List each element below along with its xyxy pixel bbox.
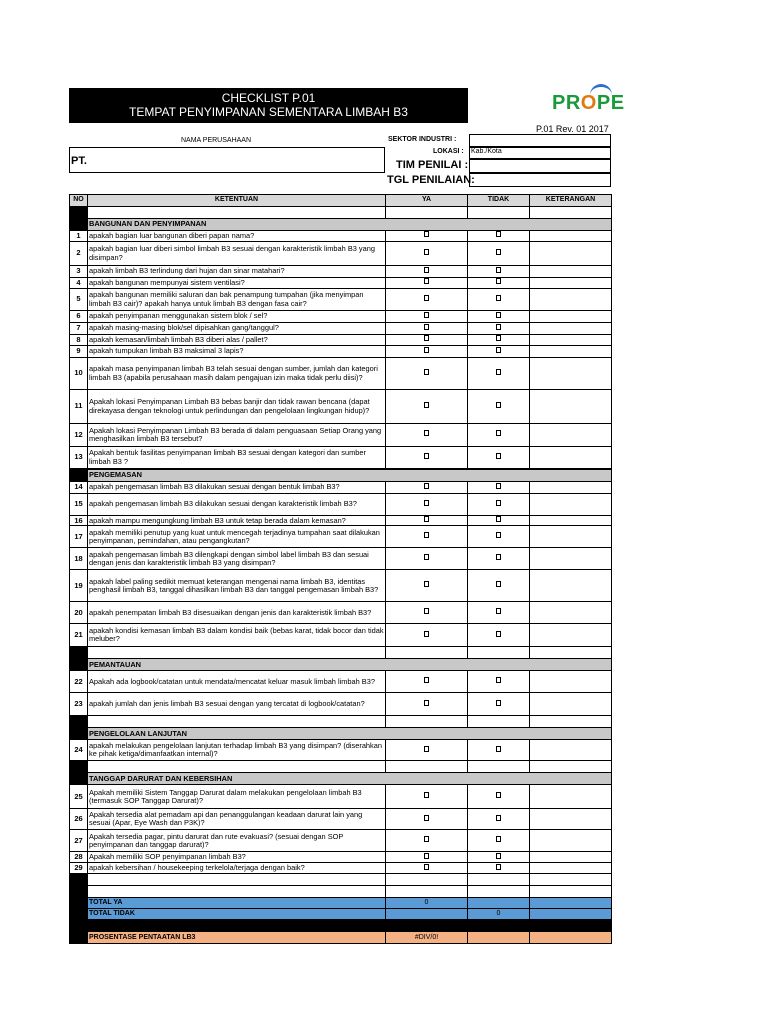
item-question: apakah bangunan memiliki saluran dan bak penampung tumpahan (jika menyimpan limbah B3 cair)? apakah hanya untuk limbah B3 dengan fasa cair? <box>88 289 386 311</box>
no-checkbox[interactable] <box>468 526 530 548</box>
item-number: 10 <box>70 358 88 390</box>
yes-checkbox[interactable] <box>386 602 468 624</box>
checklist-item-row <box>70 785 612 809</box>
no-checkbox[interactable] <box>468 358 530 390</box>
yes-checkbox[interactable] <box>386 278 468 289</box>
item-question: apakah kebersihan / housekeeping terkelola/terjaga dengan baik? <box>88 863 386 874</box>
no-checkbox[interactable] <box>468 852 530 863</box>
item-number: 21 <box>70 624 88 647</box>
item-number: 23 <box>70 693 88 716</box>
section-row <box>70 659 612 671</box>
item-number: 5 <box>70 289 88 311</box>
item-question: Apakah bentuk fasilitas penyimpanan limbah B3 sesuai dengan kategori dan sumber limbah B3 ? <box>88 447 386 469</box>
total-yes-value: 0 <box>386 898 468 909</box>
checkbox-icon <box>496 295 501 301</box>
checkbox-icon <box>424 836 429 842</box>
checkbox-icon <box>424 231 429 237</box>
notes-cell[interactable] <box>530 266 612 278</box>
checklist-item-row <box>70 289 612 311</box>
checkbox-icon <box>424 631 429 637</box>
checkbox-icon <box>496 532 501 538</box>
item-number: 17 <box>70 526 88 548</box>
yes-checkbox[interactable] <box>386 671 468 693</box>
item-number: 18 <box>70 548 88 570</box>
checkbox-icon <box>424 677 429 683</box>
percentage-label: PROSENTASE PENTAATAN LB3 <box>88 932 386 944</box>
item-number: 25 <box>70 785 88 809</box>
checklist-item-row <box>70 602 612 624</box>
assessment-team-label: TIM PENILAI : <box>396 159 469 171</box>
yes-checkbox[interactable] <box>386 494 468 516</box>
no-checkbox[interactable] <box>468 693 530 716</box>
yes-checkbox[interactable] <box>386 482 468 494</box>
no-checkbox[interactable] <box>468 570 530 602</box>
total-no-row <box>70 909 612 920</box>
checklist-item-row <box>70 278 612 289</box>
checkbox-icon <box>496 312 501 318</box>
checkbox-icon <box>424 312 429 318</box>
checkbox-icon <box>424 453 429 459</box>
title-line-1: CHECKLIST P.01 <box>221 91 316 105</box>
item-question: Apakah memiliki SOP penyimpanan limbah B3? <box>88 852 386 863</box>
checklist-item-row <box>70 242 612 266</box>
checklist-item-row <box>70 358 612 390</box>
no-checkbox[interactable] <box>468 830 530 852</box>
spacer-row <box>70 207 612 219</box>
checkbox-icon <box>424 402 429 408</box>
checklist-item-row <box>70 231 612 242</box>
checkbox-icon <box>496 430 501 436</box>
no-checkbox[interactable] <box>468 323 530 335</box>
assessment-team-field[interactable] <box>469 159 611 173</box>
notes-cell[interactable] <box>530 358 612 390</box>
item-question: apakah kondisi kemasan limbah B3 dalam kondisi baik (bebas karat, tidak bocor dan tidak meluber? <box>88 624 386 647</box>
notes-cell[interactable] <box>530 390 612 424</box>
checkbox-icon <box>424 369 429 375</box>
item-question: apakah bagian luar bangunan diberi papan nama? <box>88 231 386 242</box>
item-question: apakah penyimpanan menggunakan sistem blok / sel? <box>88 311 386 323</box>
checkbox-icon <box>424 792 429 798</box>
checklist-item-row <box>70 390 612 424</box>
no-checkbox[interactable] <box>468 785 530 809</box>
no-checkbox[interactable] <box>468 231 530 242</box>
item-question: Apakah memiliki Sistem Tanggap Darurat dalam melakukan pengelolaan limbah B3 (termasuk SOP Tanggap Darurat)? <box>88 785 386 809</box>
checkbox-icon <box>424 324 429 330</box>
assessment-date-field[interactable] <box>469 173 611 187</box>
checkbox-icon <box>496 402 501 408</box>
checklist-item-row <box>70 671 612 693</box>
checkbox-icon <box>424 853 429 859</box>
notes-cell[interactable] <box>530 526 612 548</box>
company-name-field[interactable]: PT. <box>69 147 385 173</box>
checklist-item-row <box>70 830 612 852</box>
section-title: PEMANTAUAN <box>88 659 612 671</box>
checkbox-icon <box>496 231 501 237</box>
notes-cell[interactable] <box>530 830 612 852</box>
section-row <box>70 470 612 482</box>
percentage-row <box>70 932 612 944</box>
checkbox-icon <box>424 746 429 752</box>
checkbox-icon <box>496 554 501 560</box>
checklist-table <box>69 194 612 944</box>
notes-cell[interactable] <box>530 482 612 494</box>
checkbox-icon <box>496 516 501 522</box>
item-number: 28 <box>70 852 88 863</box>
total-yes-label: TOTAL YA <box>88 898 386 909</box>
header-notes: KETERANGAN <box>530 195 612 207</box>
item-number: 26 <box>70 809 88 830</box>
item-question: Apakah ada logbook/catatan untuk mendata/mencatat keluar masuk limbah limbah B3? <box>88 671 386 693</box>
yes-checkbox[interactable] <box>386 548 468 570</box>
checkbox-icon <box>424 815 429 821</box>
no-checkbox[interactable] <box>468 311 530 323</box>
checklist-item-row <box>70 526 612 548</box>
notes-cell[interactable] <box>530 863 612 874</box>
checkbox-icon <box>496 864 501 870</box>
total-no-value: 0 <box>468 909 530 920</box>
percentage-value: #DIV/0! <box>386 932 468 944</box>
no-checkbox[interactable] <box>468 424 530 447</box>
spacer-row <box>70 647 612 659</box>
notes-cell[interactable] <box>530 740 612 761</box>
checklist-item-row <box>70 311 612 323</box>
item-question: apakah pengemasan limbah B3 dilengkapi dengan simbol label limbah B3 dan sesuai dengan jenis dan karakteristik limbah B3 yang disimpan? <box>88 548 386 570</box>
yes-checkbox[interactable] <box>386 693 468 716</box>
item-number: 13 <box>70 447 88 469</box>
yes-checkbox[interactable] <box>386 335 468 346</box>
yes-checkbox[interactable] <box>386 289 468 311</box>
checkbox-icon <box>496 581 501 587</box>
checkbox-icon <box>496 324 501 330</box>
checkbox-icon <box>496 700 501 706</box>
item-number: 4 <box>70 278 88 289</box>
checkbox-icon <box>424 347 429 353</box>
yes-checkbox[interactable] <box>386 424 468 447</box>
checklist-item-row <box>70 693 612 716</box>
checkbox-icon <box>496 453 501 459</box>
yes-checkbox[interactable] <box>386 242 468 266</box>
spacer-row <box>70 874 612 886</box>
spacer-row <box>70 716 612 728</box>
checklist-item-row <box>70 447 612 469</box>
no-checkbox[interactable] <box>468 266 530 278</box>
company-name-label: NAMA PERUSAHAAN <box>181 137 252 144</box>
checkbox-icon <box>424 249 429 255</box>
no-checkbox[interactable] <box>468 346 530 358</box>
checkbox-icon <box>496 278 501 284</box>
item-question: apakah kemasan/limbah limbah B3 diberi alas / pallet? <box>88 335 386 346</box>
yes-checkbox[interactable] <box>386 311 468 323</box>
item-question: apakah penempatan limbah B3 disesuaikan dengan jenis dan karakteristik limbah B3? <box>88 602 386 624</box>
section-title: TANGGAP DARURAT DAN KEBERSIHAN <box>88 773 612 785</box>
no-checkbox[interactable] <box>468 671 530 693</box>
item-number: 2 <box>70 242 88 266</box>
total-no-label: TOTAL TIDAK <box>88 909 386 920</box>
proper-logo: PROPE <box>552 92 625 114</box>
notes-cell[interactable] <box>530 809 612 830</box>
item-number: 20 <box>70 602 88 624</box>
no-checkbox[interactable] <box>468 482 530 494</box>
checkbox-icon <box>424 864 429 870</box>
no-checkbox[interactable] <box>468 548 530 570</box>
notes-cell[interactable] <box>530 785 612 809</box>
spacer-row <box>70 761 612 773</box>
item-question: apakah pengemasan limbah B3 dilakukan sesuai dengan karakteristik limbah B3? <box>88 494 386 516</box>
item-number: 19 <box>70 570 88 602</box>
item-number: 3 <box>70 266 88 278</box>
checklist-item-row <box>70 482 612 494</box>
checkbox-icon <box>424 295 429 301</box>
item-question: Apakah tersedia alat pemadam api dan penanggulangan keadaan darurat lain yang sesuai (Apar, Eye Wash dan P3K)? <box>88 809 386 830</box>
item-question: apakah jumlah dan jenis limbah B3 sesuai dengan yang tercatat di logbook/catatan? <box>88 693 386 716</box>
yes-checkbox[interactable] <box>386 231 468 242</box>
checkbox-icon <box>496 677 501 683</box>
item-question: apakah melakukan pengelolaan lanjutan terhadap limbah B3 yang disimpan? (diserahkan ke pihak ketiga/dimanfaatkan internal)? <box>88 740 386 761</box>
location-label: LOKASI : <box>433 148 464 155</box>
item-number: 8 <box>70 335 88 346</box>
checklist-item-row <box>70 266 612 278</box>
no-checkbox[interactable] <box>468 390 530 424</box>
checkbox-icon <box>424 278 429 284</box>
checkbox-icon <box>496 483 501 489</box>
no-checkbox[interactable] <box>468 740 530 761</box>
notes-cell[interactable] <box>530 548 612 570</box>
checklist-item-row <box>70 863 612 874</box>
table-header-row <box>70 195 612 207</box>
checkbox-icon <box>424 554 429 560</box>
checklist-item-row <box>70 740 612 761</box>
item-number: 6 <box>70 311 88 323</box>
yes-checkbox[interactable] <box>386 346 468 358</box>
checkbox-icon <box>424 267 429 273</box>
checklist-item-row <box>70 494 612 516</box>
checkbox-icon <box>424 335 429 341</box>
item-number: 16 <box>70 516 88 526</box>
assessment-date-label: TGL PENILAIAN: <box>387 174 475 186</box>
notes-cell[interactable] <box>530 494 612 516</box>
checklist-item-row <box>70 335 612 346</box>
header-yes: YA <box>386 195 468 207</box>
checkbox-icon <box>496 369 501 375</box>
item-question: apakah masa penyimpanan limbah B3 telah sesuai dengan sumber, jumlah dan kategori limbah B3 (apabila perusahaan masih dalam pengajuan izin maka tidak perlu diisi)? <box>88 358 386 390</box>
yes-checkbox[interactable] <box>386 516 468 526</box>
checkbox-icon <box>424 430 429 436</box>
spacer-row <box>70 920 612 932</box>
notes-cell[interactable] <box>530 231 612 242</box>
item-question: Apakah lokasi Penyimpanan Limbah B3 berada di dalam penguasaan Setiap Orang yang menghasilkan limbah B3 tersebut? <box>88 424 386 447</box>
yes-checkbox[interactable] <box>386 624 468 647</box>
notes-cell[interactable] <box>530 278 612 289</box>
no-checkbox[interactable] <box>468 863 530 874</box>
notes-cell[interactable] <box>530 624 612 647</box>
checklist-item-row <box>70 809 612 830</box>
no-checkbox[interactable] <box>468 278 530 289</box>
checkbox-icon <box>424 581 429 587</box>
spacer-row <box>70 886 612 898</box>
checkbox-icon <box>496 249 501 255</box>
item-question: apakah limbah B3 terlindung dari hujan dan sinar matahari? <box>88 266 386 278</box>
item-number: 24 <box>70 740 88 761</box>
notes-cell[interactable] <box>530 447 612 469</box>
no-checkbox[interactable] <box>468 624 530 647</box>
checklist-item-row <box>70 424 612 447</box>
item-question: apakah bangunan mempunyai sistem ventilasi? <box>88 278 386 289</box>
header-provision: KETENTUAN <box>88 195 386 207</box>
checkbox-icon <box>424 532 429 538</box>
item-number: 11 <box>70 390 88 424</box>
notes-cell[interactable] <box>530 693 612 716</box>
no-checkbox[interactable] <box>468 516 530 526</box>
item-question: apakah label paling sedikit memuat keterangan mengenai nama limbah B3, identitas penghasil limbah B3, tanggal dihasilkan limbah B3 dan tanggal pengemasan limbah B3? <box>88 570 386 602</box>
yes-checkbox[interactable] <box>386 785 468 809</box>
item-question: apakah mampu mengungkung limbah B3 untuk tetap berada dalam kemasan? <box>88 516 386 526</box>
item-number: 12 <box>70 424 88 447</box>
notes-cell[interactable] <box>530 671 612 693</box>
checklist-item-row <box>70 323 612 335</box>
no-checkbox[interactable] <box>468 289 530 311</box>
yes-checkbox[interactable] <box>386 526 468 548</box>
title-line-2: TEMPAT PENYIMPANAN SEMENTARA LIMBAH B3 <box>129 105 408 119</box>
section-title: PENGEMASAN <box>88 470 612 482</box>
notes-cell[interactable] <box>530 242 612 266</box>
yes-checkbox[interactable] <box>386 830 468 852</box>
no-checkbox[interactable] <box>468 602 530 624</box>
checkbox-icon <box>496 836 501 842</box>
item-question: apakah tumpukan limbah B3 maksimal 3 lapis? <box>88 346 386 358</box>
item-number: 7 <box>70 323 88 335</box>
total-yes-row <box>70 898 612 909</box>
section-title: PENGELOLAAN LANJUTAN <box>88 728 612 740</box>
item-number: 14 <box>70 482 88 494</box>
yes-checkbox[interactable] <box>386 323 468 335</box>
item-question: apakah pengemasan limbah B3 dilakukan sesuai dengan bentuk limbah B3? <box>88 482 386 494</box>
yes-checkbox[interactable] <box>386 852 468 863</box>
section-row <box>70 219 612 231</box>
notes-cell[interactable] <box>530 323 612 335</box>
item-question: apakah bagian luar diberi simbol limbah B3 sesuai dengan karakteristik limbah B3 yang disimpan? <box>88 242 386 266</box>
checkbox-icon <box>496 500 501 506</box>
notes-cell[interactable] <box>530 516 612 526</box>
notes-cell[interactable] <box>530 335 612 346</box>
checklist-item-row <box>70 548 612 570</box>
notes-cell[interactable] <box>530 570 612 602</box>
yes-checkbox[interactable] <box>386 266 468 278</box>
yes-checkbox[interactable] <box>386 358 468 390</box>
notes-cell[interactable] <box>530 852 612 863</box>
checkbox-icon <box>496 608 501 614</box>
item-question: Apakah lokasi Penyimpanan Limbah B3 bebas banjir dan tidak rawan bencana (dapat direkayasa dengan teknologi untuk perlindungan dan pengelolaan lingkungan hidup)? <box>88 390 386 424</box>
section-row <box>70 773 612 785</box>
sector-field[interactable] <box>469 134 611 147</box>
no-checkbox[interactable] <box>468 335 530 346</box>
header-no-answer: TIDAK <box>468 195 530 207</box>
item-question: apakah masing-masing blok/sel dipisahkan gang/tanggul? <box>88 323 386 335</box>
item-question: Apakah tersedia pagar, pintu darurat dan rute evakuasi? (sesuai dengan SOP penyimpanan dan tanggap darurat)? <box>88 830 386 852</box>
notes-cell[interactable] <box>530 424 612 447</box>
checkbox-icon <box>424 483 429 489</box>
checkbox-icon <box>424 608 429 614</box>
checkbox-icon <box>496 631 501 637</box>
checkbox-icon <box>496 335 501 341</box>
checkbox-icon <box>424 500 429 506</box>
yes-checkbox[interactable] <box>386 570 468 602</box>
checklist-item-row <box>70 624 612 647</box>
revision-label: P.01 Rev. 01 2017 <box>536 124 609 134</box>
notes-cell[interactable] <box>530 289 612 311</box>
yes-checkbox[interactable] <box>386 863 468 874</box>
item-question: apakah memiliki penutup yang kuat untuk mencegah terjadinya tumpahan saat dilakukan penyimpanan, pemindahan, atau pengangkutan? <box>88 526 386 548</box>
checklist-item-row <box>70 852 612 863</box>
checkbox-icon <box>424 700 429 706</box>
checkbox-icon <box>496 853 501 859</box>
section-title: BANGUNAN DAN PENYIMPANAN <box>88 219 612 231</box>
checkbox-icon <box>496 746 501 752</box>
yes-checkbox[interactable] <box>386 447 468 469</box>
yes-checkbox[interactable] <box>386 740 468 761</box>
no-checkbox[interactable] <box>468 242 530 266</box>
checklist-item-row <box>70 570 612 602</box>
checkbox-icon <box>496 792 501 798</box>
no-checkbox[interactable] <box>468 494 530 516</box>
no-checkbox[interactable] <box>468 447 530 469</box>
item-number: 1 <box>70 231 88 242</box>
yes-checkbox[interactable] <box>386 809 468 830</box>
yes-checkbox[interactable] <box>386 390 468 424</box>
checkbox-icon <box>424 516 429 522</box>
header-no: NO <box>70 195 88 207</box>
item-number: 15 <box>70 494 88 516</box>
checkbox-icon <box>496 815 501 821</box>
item-number: 29 <box>70 863 88 874</box>
sector-label: SEKTOR INDUSTRI : <box>388 136 457 143</box>
item-number: 27 <box>70 830 88 852</box>
section-row <box>70 728 612 740</box>
checklist-item-row <box>70 346 612 358</box>
checklist-item-row <box>70 516 612 526</box>
document-title <box>69 88 468 123</box>
notes-cell[interactable] <box>530 602 612 624</box>
location-field[interactable]: Kab./Kota <box>469 147 611 159</box>
item-number: 9 <box>70 346 88 358</box>
checkbox-icon <box>496 347 501 353</box>
notes-cell[interactable] <box>530 346 612 358</box>
no-checkbox[interactable] <box>468 809 530 830</box>
checkbox-icon <box>496 267 501 273</box>
notes-cell[interactable] <box>530 311 612 323</box>
item-number: 22 <box>70 671 88 693</box>
